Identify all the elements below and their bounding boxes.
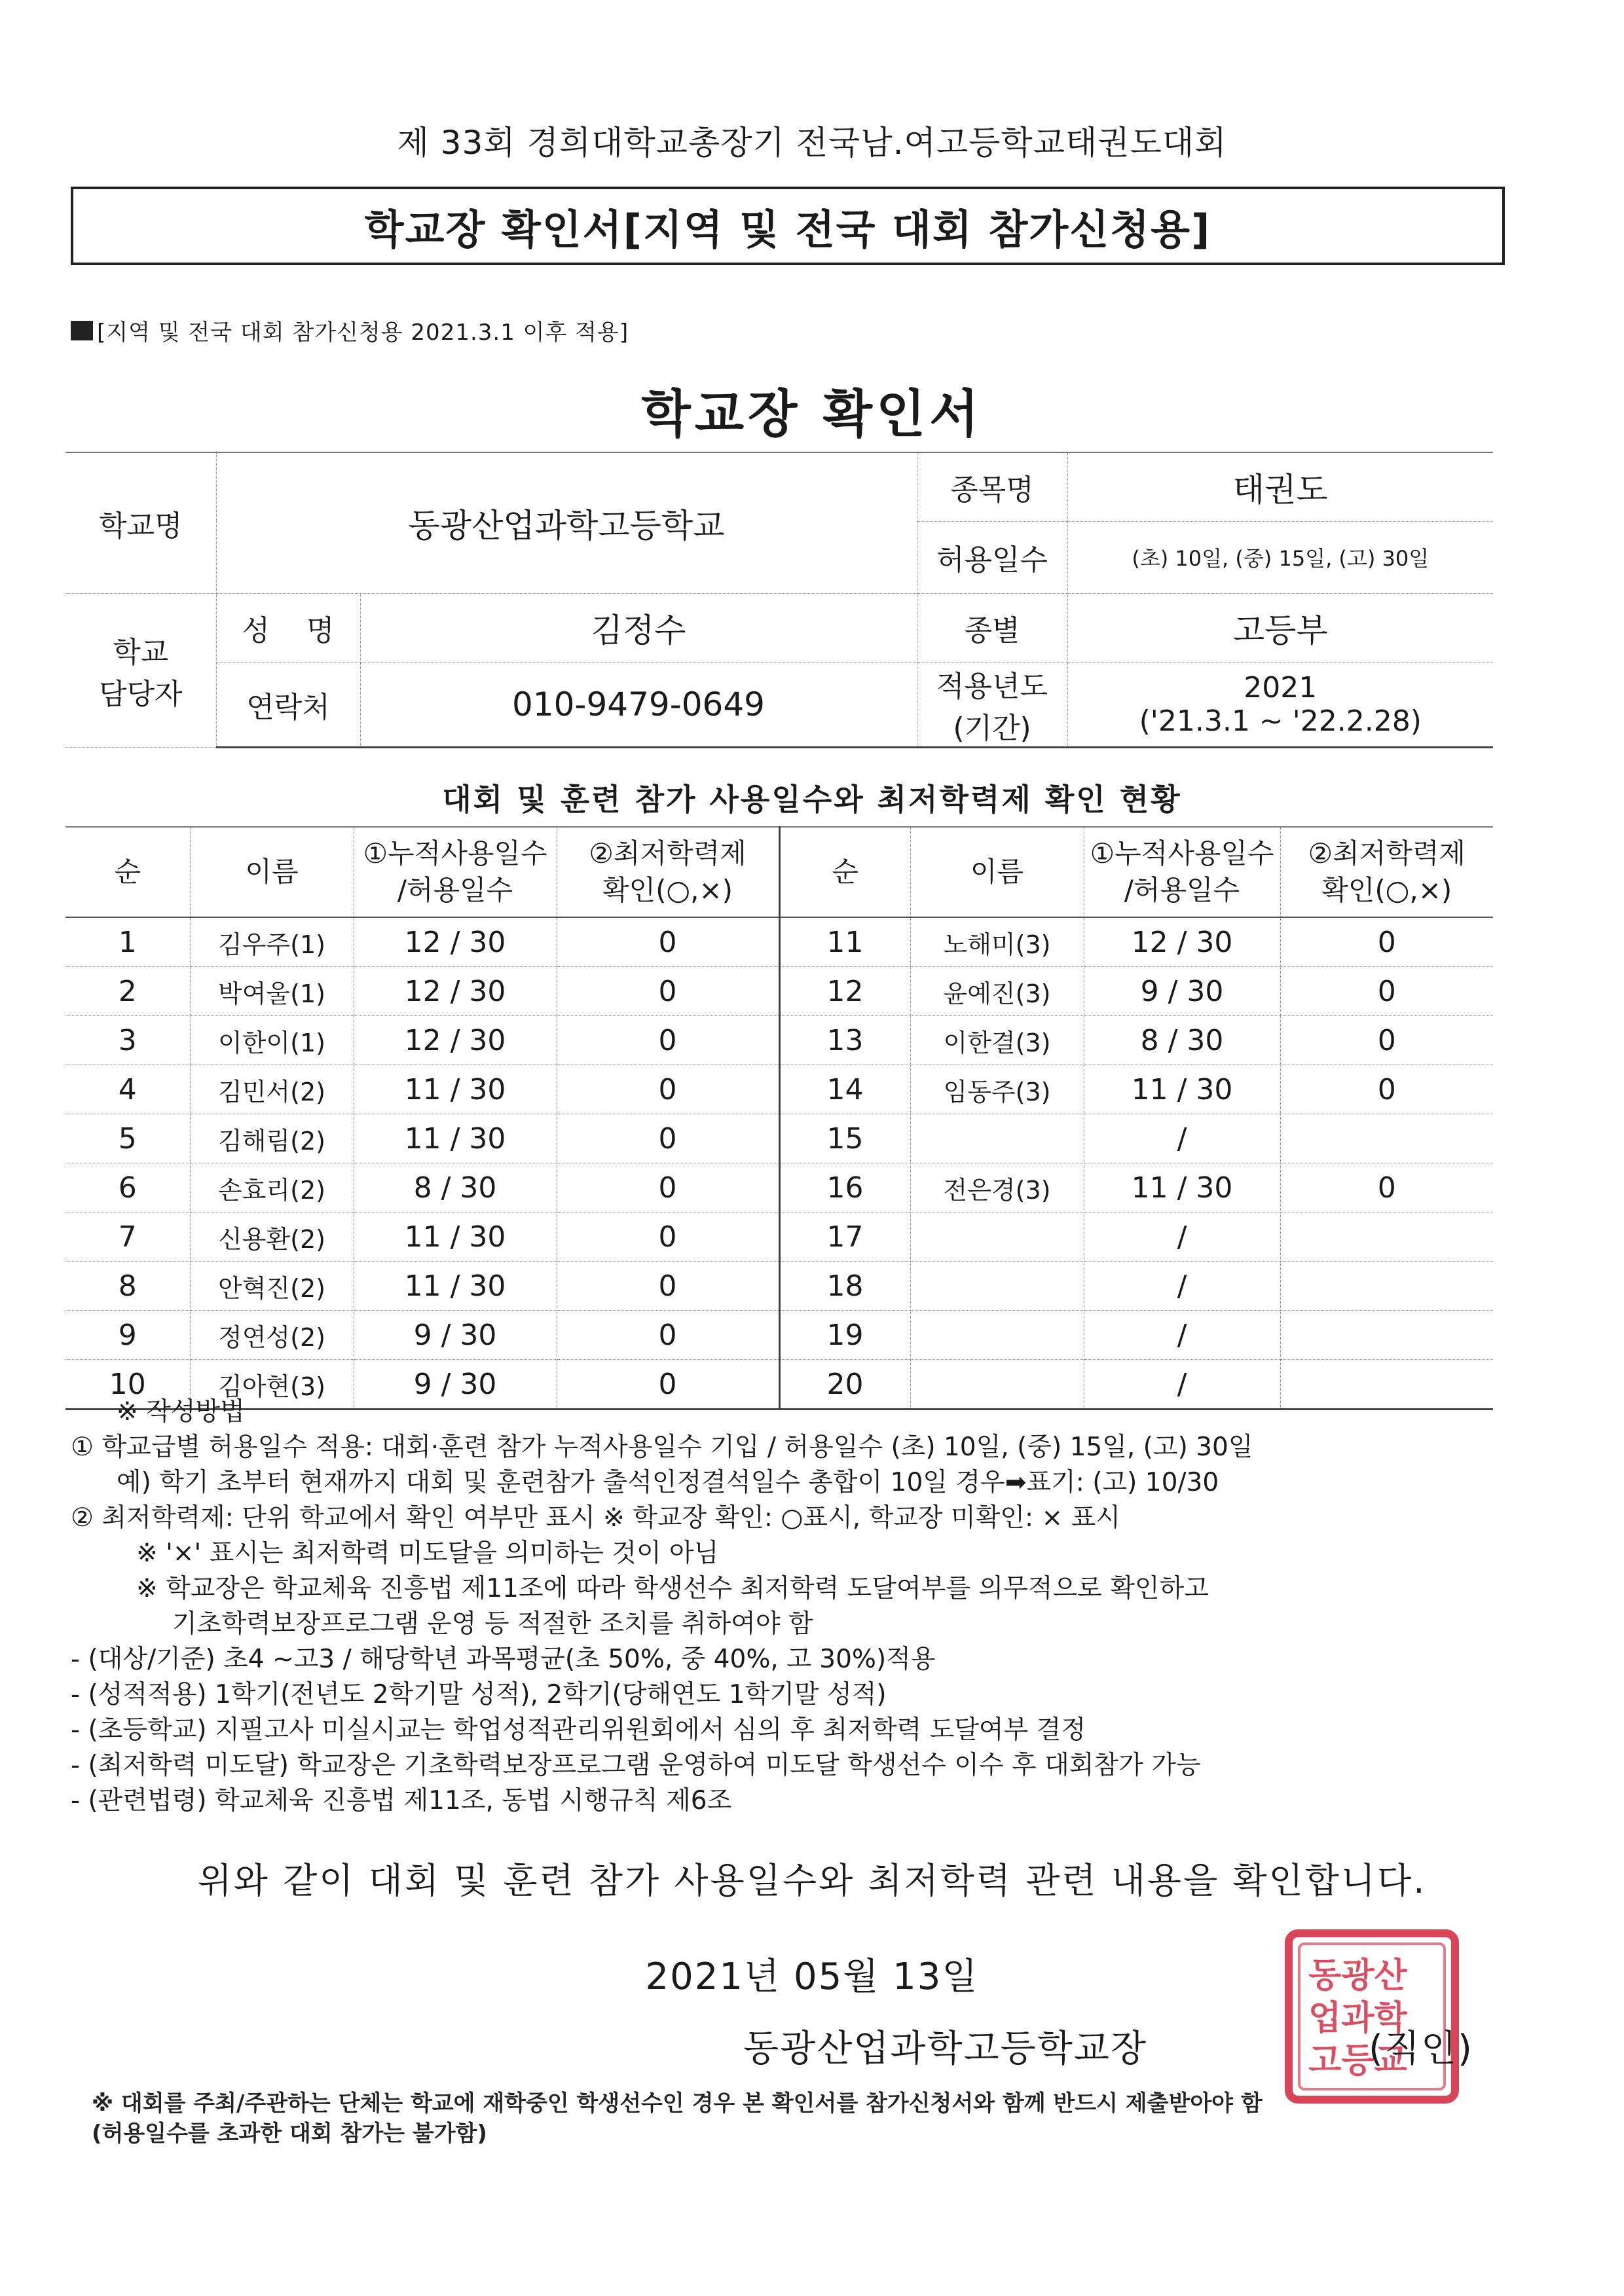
row-check: 0 — [1280, 967, 1493, 1016]
allowed-days-label: 허용일수 — [917, 521, 1067, 593]
contact-value: 010-9479-0649 — [360, 662, 917, 747]
row-days: 11 / 30 — [1084, 1065, 1280, 1114]
school-label: 학교명 — [65, 452, 216, 593]
header-days-line2: /허용일수 — [397, 874, 513, 906]
row-no: 12 — [779, 967, 910, 1016]
official-seal — [1277, 1922, 1467, 2111]
status-table — [65, 826, 1493, 1410]
svg-text:고등교: 고등교 — [1308, 2041, 1407, 2081]
row-no: 3 — [65, 1016, 190, 1065]
table-row — [65, 1065, 1493, 1114]
row-check: 0 — [1280, 917, 1493, 967]
sport-value: 태권도 — [1067, 452, 1493, 521]
row-check: 0 — [1280, 1065, 1493, 1114]
writing-method — [71, 1394, 1577, 1819]
row-name: 김우주(1) — [190, 917, 354, 967]
row-check: 0 — [557, 1114, 779, 1163]
table-row — [65, 1114, 1493, 1163]
header-name-right: 이름 — [910, 827, 1084, 917]
row-check: 0 — [557, 967, 779, 1016]
manager-label-line2: 담당자 — [98, 677, 183, 711]
header-min-line1: ②최저학력제 — [1308, 837, 1466, 869]
header-name-left: 이름 — [190, 827, 354, 917]
row-check: 0 — [557, 1311, 779, 1360]
header-days-left — [354, 827, 557, 917]
header-days-line2: /허용일수 — [1124, 874, 1240, 906]
row-check — [1280, 1114, 1493, 1163]
row-name: 윤예진(3) — [910, 967, 1084, 1016]
method-item-1: ① 학교급별 허용일수 적용: 대회·훈련 참가 누적사용일수 기입 / 허용일수 (초) 10일, (중) 15일, (고) 30일 — [71, 1432, 1253, 1462]
row-name: 김해림(2) — [190, 1114, 354, 1163]
method-item-2: ② 최저학력제: 단위 학교에서 확인 여부만 표시 ※ 학교장 확인: ○표시, 학교장 미확인: × 표시 — [71, 1503, 1120, 1533]
header-days-right — [1084, 827, 1280, 917]
method-dash-4: - (최저학력 미도달) 학교장은 기초학력보장프로그램 운영하여 미도달 학생선수 이수 후 대회참가 가능 — [71, 1751, 1201, 1780]
row-name: 임동주(3) — [910, 1065, 1084, 1114]
table-row — [65, 1016, 1493, 1065]
header-min-line1: ②최저학력제 — [589, 837, 747, 869]
row-name — [910, 1262, 1084, 1311]
row-days: 11 / 30 — [1084, 1163, 1280, 1212]
seal-label: (직인) — [1369, 2028, 1473, 2070]
row-no: 20 — [779, 1360, 910, 1410]
form-title — [71, 187, 1505, 265]
header-no-left: 순 — [65, 827, 190, 917]
method-item-1-example: 예) 학기 초부터 현재까지 대회 및 훈련참가 출석인정결석일수 총합이 10일 경우➡표기: (고) 10/30 — [117, 1468, 1219, 1497]
table-row — [65, 917, 1493, 967]
year-label — [917, 662, 1067, 747]
row-days: 11 / 30 — [354, 1212, 557, 1262]
year-label-line2: (기간) — [953, 711, 1031, 745]
row-check: 0 — [557, 917, 779, 967]
square-bullet-icon — [71, 321, 93, 340]
method-note-2: ※ 학교장은 학교체육 진흥법 제11조에 따라 학생선수 최저학력 도달여부를 의무적으로 확인하고 — [136, 1574, 1209, 1603]
event-title: 제 33회 경희대학교총장기 전국남.여고등학교태권도대회 — [397, 124, 1227, 162]
row-no: 1 — [65, 917, 190, 967]
row-name: 손효리(2) — [190, 1163, 354, 1212]
row-no: 9 — [65, 1311, 190, 1360]
row-check: 0 — [557, 1360, 779, 1410]
manager-label-line1: 학교 — [113, 635, 169, 669]
manager-label — [65, 593, 216, 747]
row-check: 0 — [557, 1016, 779, 1065]
sport-label: 종목명 — [917, 452, 1067, 521]
contact-label: 연락처 — [216, 662, 360, 747]
row-days: / — [1084, 1360, 1280, 1410]
notice-text: [지역 및 전국 대회 참가신청용 2021.3.1 이후 적용] — [97, 319, 629, 346]
row-name — [910, 1311, 1084, 1360]
method-note-1: ※ '×' 표시는 최저학력 미도달을 의미하는 것이 아님 — [136, 1539, 719, 1568]
row-no: 14 — [779, 1065, 910, 1114]
row-check — [1280, 1212, 1493, 1262]
doc-title: 학교장 확인서 — [641, 385, 983, 444]
row-days: / — [1084, 1114, 1280, 1163]
row-check — [1280, 1262, 1493, 1311]
table-row — [65, 1262, 1493, 1311]
table-row — [65, 1311, 1493, 1360]
footnote — [92, 2088, 1598, 2149]
row-check: 0 — [557, 1065, 779, 1114]
row-days: 11 / 30 — [354, 1262, 557, 1311]
row-no: 15 — [779, 1114, 910, 1163]
row-name — [910, 1114, 1084, 1163]
row-days: 12 / 30 — [354, 917, 557, 967]
row-no: 8 — [65, 1262, 190, 1311]
row-days: 8 / 30 — [1084, 1016, 1280, 1065]
form-title-text: 학교장 확인서[지역 및 전국 대회 참가신청용] — [364, 205, 1211, 253]
row-no: 7 — [65, 1212, 190, 1262]
header-min-right — [1280, 827, 1493, 917]
row-days: / — [1084, 1212, 1280, 1262]
row-name: 안혁진(2) — [190, 1262, 354, 1311]
row-days: 9 / 30 — [354, 1311, 557, 1360]
row-days: / — [1084, 1262, 1280, 1311]
row-check: 0 — [1280, 1163, 1493, 1212]
header-min-line2: 확인(○,×) — [602, 874, 733, 906]
row-days: 12 / 30 — [354, 967, 557, 1016]
principal-name: 동광산업과학고등학교장 — [743, 2028, 1148, 2070]
header-min-line2: 확인(○,×) — [1321, 874, 1452, 906]
method-dash-2: - (성적적용) 1학기(전년도 2학기말 성적), 2학기(당해연도 1학기말 성적) — [71, 1680, 887, 1709]
row-check: 0 — [557, 1262, 779, 1311]
year-label-line1: 적용년도 — [936, 669, 1048, 703]
row-no: 18 — [779, 1262, 910, 1311]
year-value-line1: 2021 — [1244, 670, 1318, 704]
category-value: 고등부 — [1067, 593, 1493, 662]
allowed-days-value: (초) 10일, (중) 15일, (고) 30일 — [1067, 521, 1493, 593]
row-name: 이한결(3) — [910, 1016, 1084, 1065]
row-check: 0 — [557, 1212, 779, 1262]
header-no-right: 순 — [779, 827, 910, 917]
row-days: 12 / 30 — [1084, 917, 1280, 967]
notice-line — [71, 314, 629, 346]
row-no: 17 — [779, 1212, 910, 1262]
row-check — [1280, 1311, 1493, 1360]
row-days: 11 / 30 — [354, 1065, 557, 1114]
row-no: 5 — [65, 1114, 190, 1163]
row-name: 전은경(3) — [910, 1163, 1084, 1212]
footnote-line-1: ※ 대회를 주최/주관하는 단체는 학교에 재학중인 학생선수인 경우 본 확인서를 참가신청서와 함께 반드시 제출받아야 함 — [92, 2090, 1263, 2117]
confirmation-statement: 위와 같이 대회 및 훈련 참가 사용일수와 최저학력 관련 내용을 확인합니다. — [197, 1860, 1427, 1901]
row-name: 김아현(3) — [190, 1360, 354, 1410]
row-days: 9 / 30 — [1084, 967, 1280, 1016]
method-dash-5: - (관련법령) 학교체육 진흥법 제11조, 동법 시행규칙 제6조 — [71, 1786, 732, 1815]
row-no: 11 — [779, 917, 910, 967]
method-dash-1: - (대상/기준) 초4 ~고3 / 해당학년 과목평균(초 50%, 중 40%, 고 30%)적용 — [71, 1645, 936, 1674]
year-value-line2: ('21.3.1 ~ '22.2.28) — [1139, 704, 1422, 738]
row-name: 신용환(2) — [190, 1212, 354, 1262]
row-no: 13 — [779, 1016, 910, 1065]
row-no: 16 — [779, 1163, 910, 1212]
row-name: 박여울(1) — [190, 967, 354, 1016]
info-table — [65, 452, 1493, 748]
year-value — [1067, 662, 1493, 747]
status-title: 대회 및 훈련 참가 사용일수와 최저학력제 확인 현황 — [442, 782, 1182, 817]
table-row — [65, 967, 1493, 1016]
row-no: 19 — [779, 1311, 910, 1360]
footnote-line-2: (허용일수를 초과한 대회 참가는 불가함) — [92, 2121, 487, 2147]
method-heading: ※ 작성방법 — [117, 1397, 245, 1427]
row-days: 12 / 30 — [354, 1016, 557, 1065]
manager-name: 김정수 — [360, 593, 917, 662]
row-days: 11 / 30 — [354, 1114, 557, 1163]
header-days-line1: ①누적사용일수 — [363, 837, 547, 869]
method-note-2b: 기초학력보장프로그램 운영 등 적절한 조치를 취하여야 함 — [172, 1609, 813, 1639]
svg-text:동광산: 동광산 — [1308, 1956, 1407, 1995]
row-check: 0 — [1280, 1016, 1493, 1065]
row-name: 이한이(1) — [190, 1016, 354, 1065]
header-min-left — [557, 827, 779, 917]
row-name: 노해미(3) — [910, 917, 1084, 967]
row-name: 정연성(2) — [190, 1311, 354, 1360]
row-check: 0 — [557, 1163, 779, 1212]
row-days: 8 / 30 — [354, 1163, 557, 1212]
header-days-line1: ①누적사용일수 — [1090, 837, 1274, 869]
row-name: 김민서(2) — [190, 1065, 354, 1114]
row-name — [910, 1212, 1084, 1262]
row-no: 4 — [65, 1065, 190, 1114]
svg-text:업과학: 업과학 — [1308, 1999, 1407, 2038]
issue-date: 2021년 05월 13일 — [645, 1956, 979, 1998]
row-days: / — [1084, 1311, 1280, 1360]
row-days: 9 / 30 — [354, 1360, 557, 1410]
row-no: 10 — [65, 1360, 190, 1410]
name-label: 성 명 — [216, 593, 360, 662]
row-no: 2 — [65, 967, 190, 1016]
category-label: 종별 — [917, 593, 1067, 662]
table-row — [65, 1163, 1493, 1212]
method-dash-3: - (초등학교) 지필고사 미실시교는 학업성적관리위원회에서 심의 후 최저학력 도달여부 결정 — [71, 1715, 1086, 1745]
school-name: 동광산업과학고등학교 — [216, 452, 917, 593]
row-no: 6 — [65, 1163, 190, 1212]
table-row — [65, 1212, 1493, 1262]
